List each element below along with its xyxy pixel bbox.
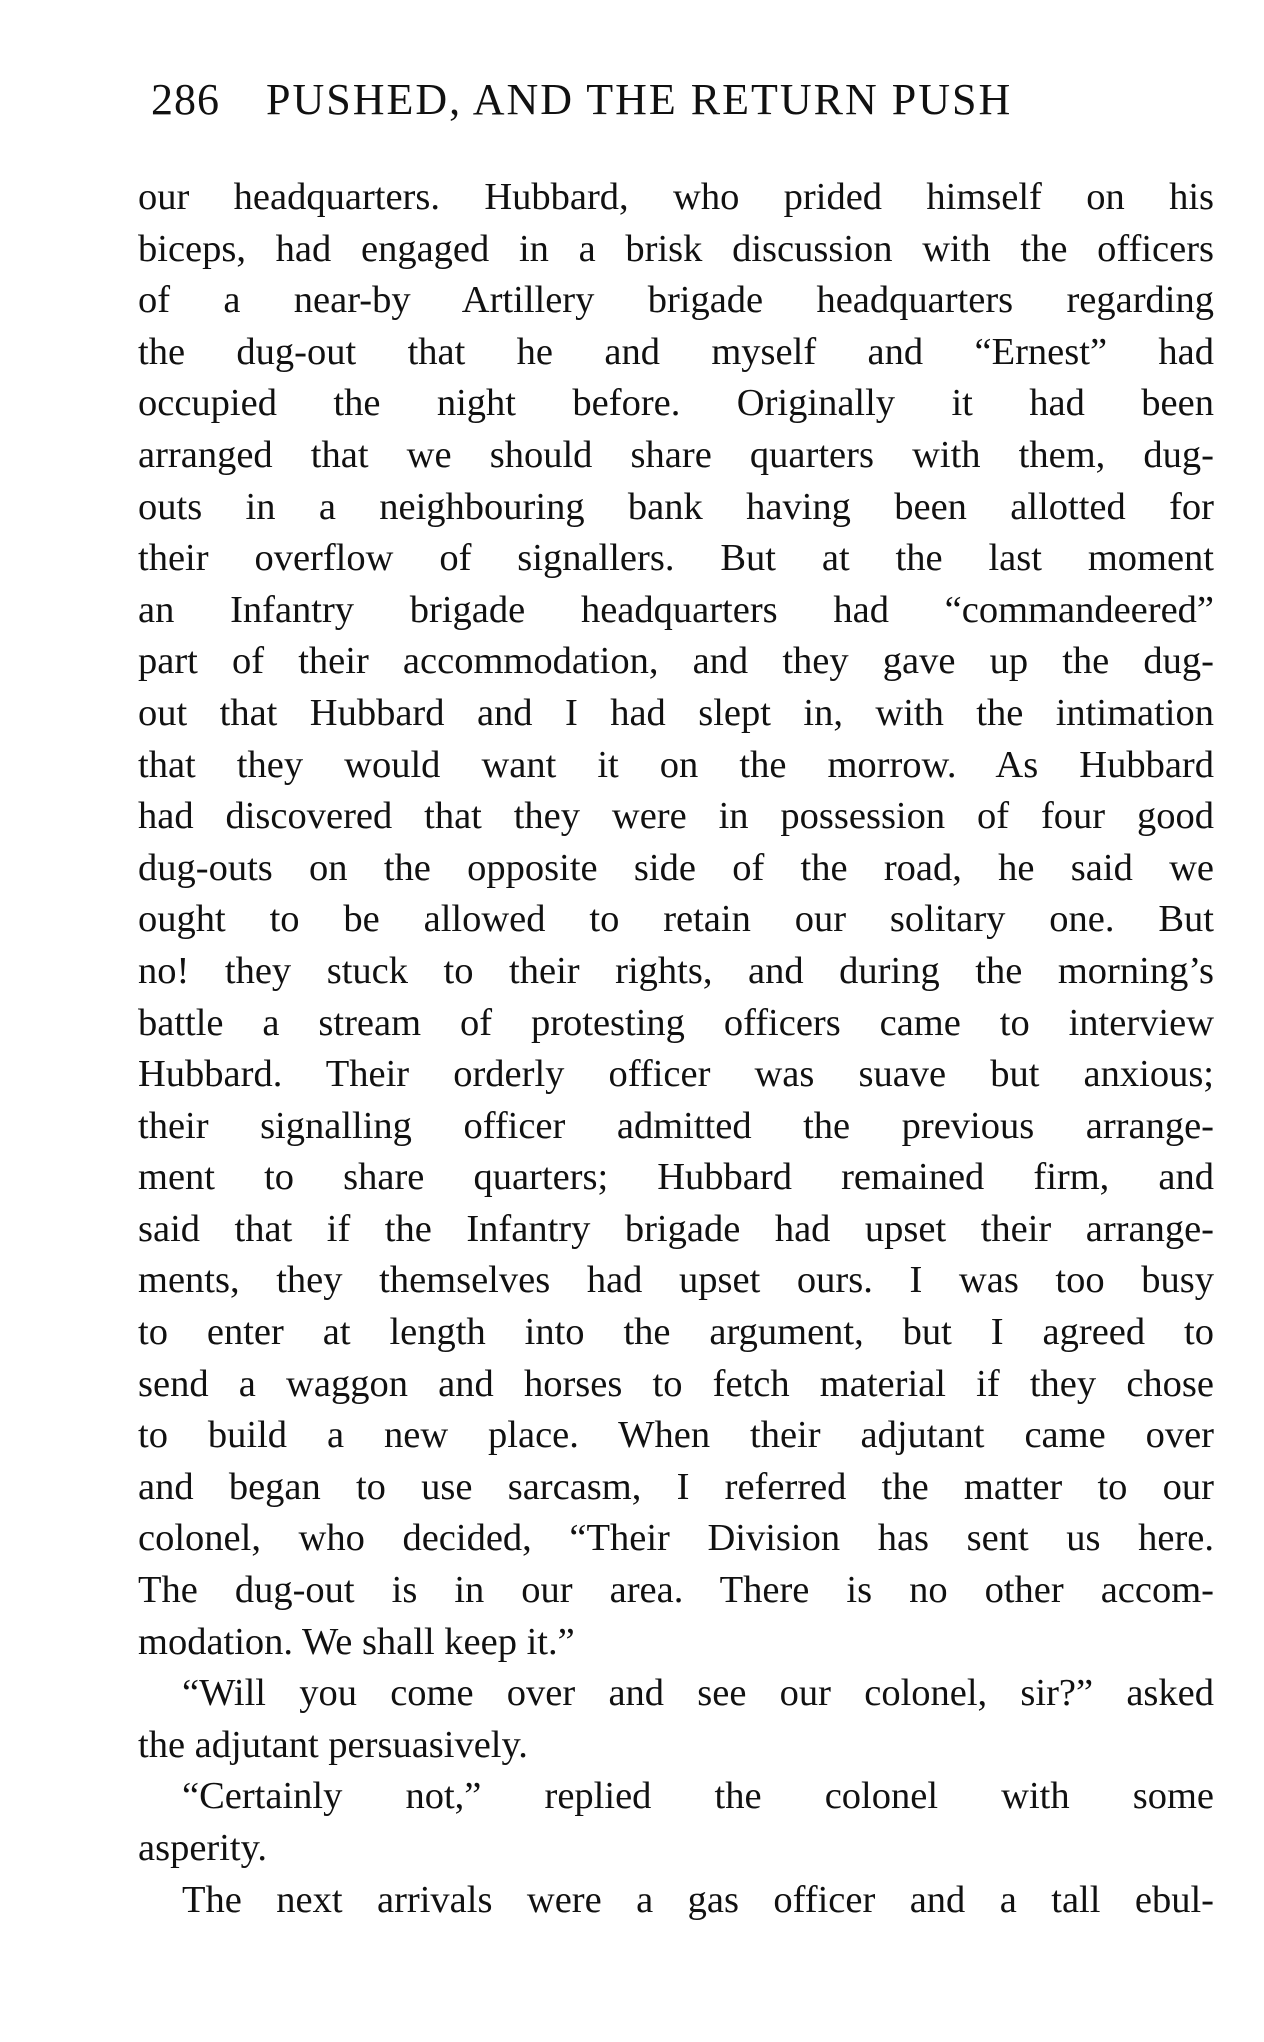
running-head xyxy=(151,74,1111,134)
text-line: out that Hubbard and I had slept in, with the intimation xyxy=(138,691,1214,734)
text-line: dug-outs on the opposite side of the road, he said we xyxy=(138,846,1214,889)
text-line: that they would want it on the morrow. As Hubbard xyxy=(138,743,1214,786)
text-line: modation. We shall keep it.” xyxy=(138,1620,575,1663)
text-line: asperity. xyxy=(138,1827,267,1869)
text-line: part of their accommodation, and they gave up the dug- xyxy=(138,640,1214,683)
text-line: “Certainly not,” replied the colonel with some xyxy=(182,1775,1214,1818)
text-line: “Will you come over and see our colonel, sir?” asked xyxy=(182,1672,1214,1715)
text-line: The next arrivals were a gas officer and a tall ebul- xyxy=(182,1878,1214,1921)
text-line: to build a new place. When their adjutant came over xyxy=(138,1414,1214,1457)
text-line: the adjutant persuasively. xyxy=(138,1723,528,1766)
running-title: PUSHED, AND THE RETURN PUSH xyxy=(266,75,1013,124)
text-line: biceps, had engaged in a brisk discussion with the officers xyxy=(138,227,1214,270)
text-line: ment to share quarters; Hubbard remained firm, and xyxy=(138,1156,1214,1199)
text-line: Hubbard. Their orderly officer was suave but anxious; xyxy=(138,1053,1214,1096)
text-line: battle a stream of protesting officers came to interview xyxy=(138,1001,1214,1044)
text-line: of a near-by Artillery brigade headquarters regarding xyxy=(138,279,1214,322)
text-line: our headquarters. Hubbard, who prided himself on his xyxy=(138,176,1214,218)
text-line: occupied the night before. Originally it had been xyxy=(138,382,1214,425)
text-line: ments, they themselves had upset ours. I was too busy xyxy=(138,1259,1214,1302)
text-line: their signalling officer admitted the previous arrange- xyxy=(138,1104,1214,1147)
text-line: outs in a neighbouring bank having been allotted for xyxy=(138,485,1214,528)
text-line: colonel, who decided, “Their Division has sent us here. xyxy=(138,1517,1214,1560)
text-line: to enter at length into the argument, but I agreed to xyxy=(138,1311,1214,1354)
text-line: said that if the Infantry brigade had upset their arrange- xyxy=(138,1207,1214,1250)
text-line: had discovered that they were in possession of four good xyxy=(138,795,1214,838)
text-line: The dug-out is in our area. There is no other accom- xyxy=(138,1569,1214,1612)
text-line: the dug-out that he and myself and “Ernest” had xyxy=(138,330,1214,373)
text-line: an Infantry brigade headquarters had “commandeered” xyxy=(138,588,1214,631)
text-line: arranged that we should share quarters with them, dug- xyxy=(138,433,1214,476)
page-number: 286 xyxy=(151,75,220,124)
text-line: send a waggon and horses to fetch material if they chose xyxy=(138,1362,1214,1405)
body-text xyxy=(138,172,1214,1926)
text-line: and began to use sarcasm, I referred the matter to our xyxy=(138,1465,1214,1508)
text-line: ought to be allowed to retain our solitary one. But xyxy=(138,898,1214,941)
text-line: their overflow of signallers. But at the last moment xyxy=(138,537,1214,580)
text-line: no! they stuck to their rights, and during the morning’s xyxy=(138,949,1214,992)
